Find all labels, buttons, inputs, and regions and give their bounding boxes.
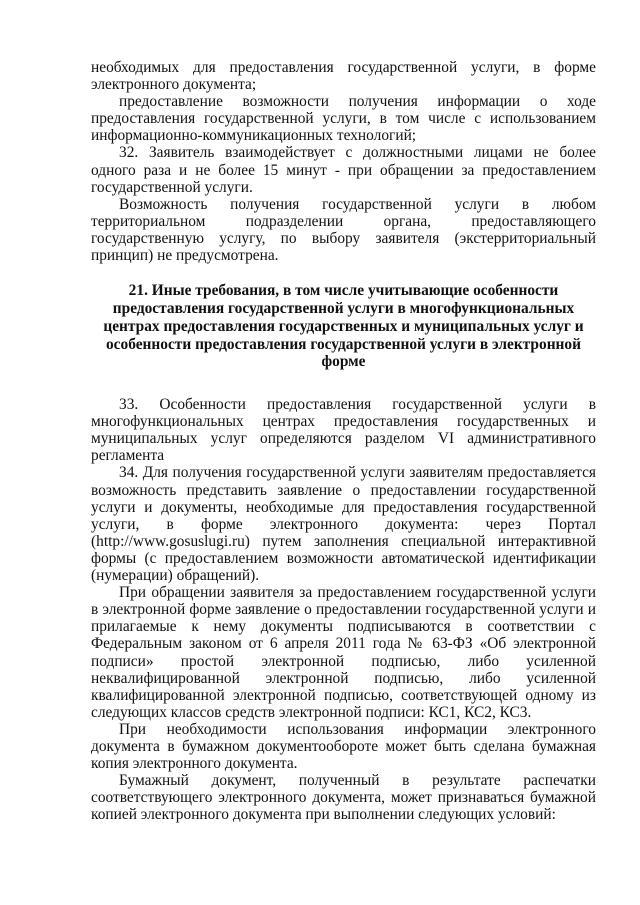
paragraph: При необходимости использования информации электронного документа в бумажном документообороте может быть сделана бумажная копия электронного документа. xyxy=(91,720,596,773)
paragraph: 34. Для получения государственной услуги заявителям предоставляется возможность представить заявление о предоставлении государственной услуги и документы, необходимые для предоставления государственной услуги, в форме электронного документа: через Портал (http://www.gosuslugi.ru) путем заполнения специальной интерактивной формы (с предоставлением возможности автоматической идентификации (нумерации) обращений). xyxy=(91,464,596,585)
paragraph: необходимых для предоставления государственной услуги, в форме электронного документа; xyxy=(91,59,596,94)
document-page xyxy=(91,59,596,823)
paragraph: При обращении заявителя за предоставлением государственной услуги в электронной форме заявление о предоставлении государственной услуги и прилагаемые к нему документы подписываются в соответствии с Федеральным законом от 6 апреля 2011 года № 63-ФЗ «Об электронной подписи» простой электронной подписью, либо усиленной неквалифицированной электронной подписью, либо усиленной квалифицированной электронной подписью, соответствующей одному из следующих классов средств электронной подписи: КС1, КС2, КС3. xyxy=(91,584,596,721)
paragraph: 33. Особенности предоставления государственной услуги в многофункциональных центрах предоставления государственных и муниципальных услуг определяются разделом VI административного регламента xyxy=(91,396,596,465)
paragraph: Возможность получения государственной услуги в любом территориальном подразделении органа, предоставляющего государственную услугу, по выбору заявителя (экстерриториальный принцип) не предусмотрена. xyxy=(91,195,596,265)
paragraph: Бумажный документ, полученный в результате распечатки соответствующего электронного документа, может признаваться бумажной копией электронного документа при выполнении следующих условий: xyxy=(91,772,596,824)
paragraph: 32. Заявитель взаимодействует с должностными лицами не более одного раза и не более 15 минут - при обращении за предоставлением государственной услуги. xyxy=(91,144,596,196)
paragraph: предоставление возможности получения информации о ходе предоставления государственной услуги, в том числе с использованием информационно-коммуникационных технологий; xyxy=(91,93,596,145)
section-heading: 21. Иные требования, в том числе учитывающие особенности предоставления государственной услуги в многофункциональных центрах предоставления государственных и муниципальных услуг и особенности предоставления государственной услуги в электронной форме xyxy=(103,282,584,371)
